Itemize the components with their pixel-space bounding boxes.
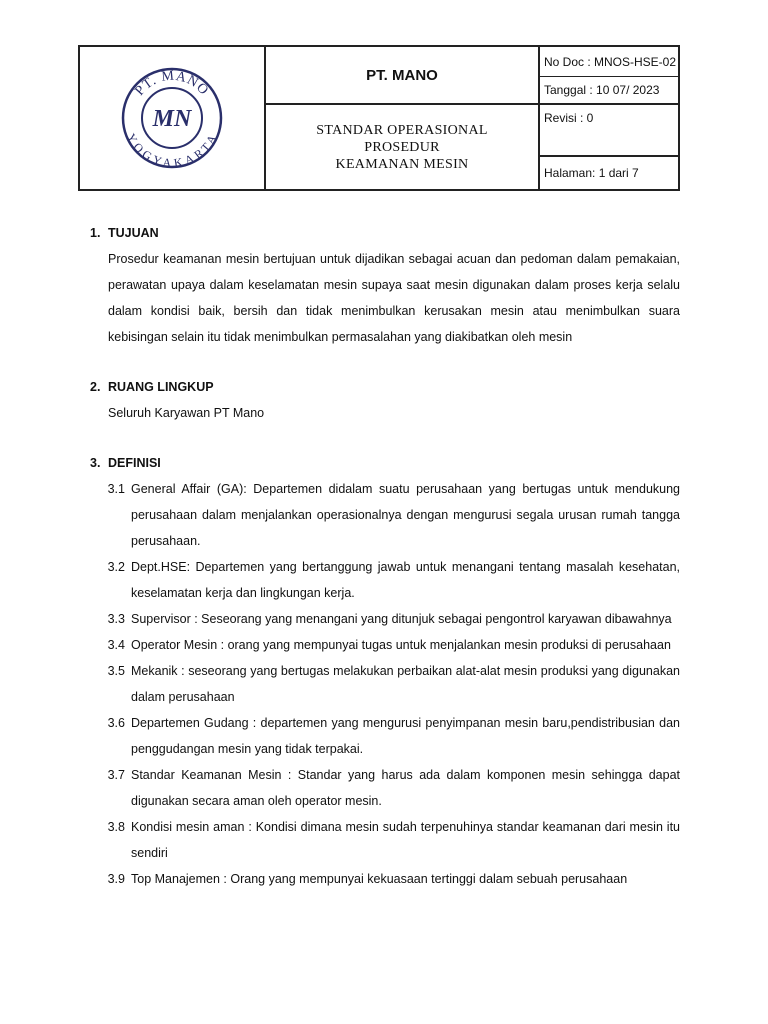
definition-item	[80, 658, 680, 710]
logo-cell	[80, 47, 266, 189]
definition-text: Dept.HSE: Departemen yang bertanggung jawab untuk menangani tentang masalah kesehatan, keselamatan kerja dan lingkungan kerja.	[131, 560, 680, 600]
definition-number: 3.2	[107, 560, 125, 574]
doc-revision: Revisi : 0	[540, 105, 678, 157]
doc-date: Tanggal : 10 07/ 2023	[540, 77, 678, 105]
document-title	[266, 105, 538, 189]
definition-text: Mekanik : seseorang yang bertugas melakukan perbaikan alat-alat mesin produksi yang digunakan dalam perusahaan	[131, 664, 680, 704]
document-meta	[538, 47, 678, 189]
definition-item	[80, 710, 680, 762]
doc-number: No Doc : MNOS-HSE-02	[540, 47, 678, 77]
title-line-2: PROSEDUR	[364, 139, 440, 155]
definition-text: Top Manajemen : Orang yang mempunyai kekuasaan tertinggi dalam sebuah perusahaan	[131, 872, 628, 886]
definition-text: Supervisor : Seseorang yang menangani yang ditunjuk sebagai pengontrol karyawan dibawahnya	[131, 612, 672, 626]
svg-text:PT. MANO	[132, 69, 211, 99]
definition-text: Operator Mesin : orang yang mempunyai tugas untuk menjalankan mesin produksi di perusahaan	[131, 638, 671, 652]
company-name: PT. MANO	[266, 47, 538, 105]
definition-number: 3.5	[107, 664, 125, 678]
svg-text:YOGYAKARTA	[124, 131, 220, 170]
definition-item	[80, 554, 680, 606]
document-body	[90, 222, 680, 892]
section-title: DEFINISI	[108, 456, 161, 470]
definition-number: 3.9	[107, 872, 125, 886]
definition-number: 3.4	[107, 638, 125, 652]
definition-item	[80, 476, 680, 554]
logo-ring-bottom-text: YOGYAKARTA	[123, 131, 221, 170]
section-ruang-text: Seluruh Karyawan PT Mano	[108, 406, 265, 420]
section-tujuan-heading	[90, 222, 680, 244]
section-number: 1.	[90, 226, 101, 240]
company-logo-icon	[120, 66, 224, 170]
definition-item	[80, 762, 680, 814]
definition-text: General Affair (GA): Departemen didalam suatu perusahaan yang bertugas untuk mendukung perusahaan dalam menjalankan operasionalnya dengan mengurusi segala urusan rumah tangga perusahaan.	[131, 482, 680, 548]
definition-number: 3.8	[107, 820, 125, 834]
section-number: 3.	[90, 456, 101, 470]
section-ruang-heading	[90, 376, 680, 398]
definition-text: Kondisi mesin aman : Kondisi dimana mesin sudah terpenuhinya standar keamanan dari mesin itu sendiri	[131, 820, 680, 860]
definition-item	[80, 866, 680, 892]
definition-text: Standar Keamanan Mesin : Standar yang harus ada dalam komponen mesin sehingga dapat digunakan secara aman oleh operator mesin.	[131, 768, 680, 808]
title-line-3: KEAMANAN MESIN	[335, 156, 469, 172]
doc-page: Halaman: 1 dari 7	[544, 166, 639, 180]
definition-number: 3.3	[107, 612, 125, 626]
definition-text: Departemen Gudang : departemen yang mengurusi penyimpanan mesin baru,pendistribusian dan penggudangan mesin yang tidak terpakai.	[131, 716, 680, 756]
logo-ring-top-text: PT. MANO	[132, 68, 212, 99]
definition-number: 3.7	[107, 768, 125, 782]
section-number: 2.	[90, 380, 101, 394]
definition-item	[80, 632, 680, 658]
definition-item	[80, 606, 680, 632]
definition-number: 3.6	[107, 716, 125, 730]
title-line-1: STANDAR OPERASIONAL	[316, 122, 488, 138]
section-title: RUANG LINGKUP	[108, 380, 214, 394]
document-header	[78, 45, 680, 191]
section-definisi-heading	[90, 452, 680, 474]
definition-list	[80, 476, 680, 892]
definition-item	[80, 814, 680, 866]
section-title: TUJUAN	[108, 226, 159, 240]
section-tujuan-text: Prosedur keamanan mesin bertujuan untuk dijadikan sebagai acuan dan pedoman dalam pemakaian, perawatan upaya dalam keselamatan mesin supaya saat mesin digunakan dalam proses kerja selalu dalam kondisi baik, bersih dan tidak menimbulkan kerusakan mesin atau menimbulkan suara kebisingan selain itu tidak menimbulkan permasalahan yang diakibatkan oleh mesin	[108, 252, 680, 344]
logo-monogram: MN	[152, 106, 192, 132]
definition-number: 3.1	[107, 482, 125, 496]
